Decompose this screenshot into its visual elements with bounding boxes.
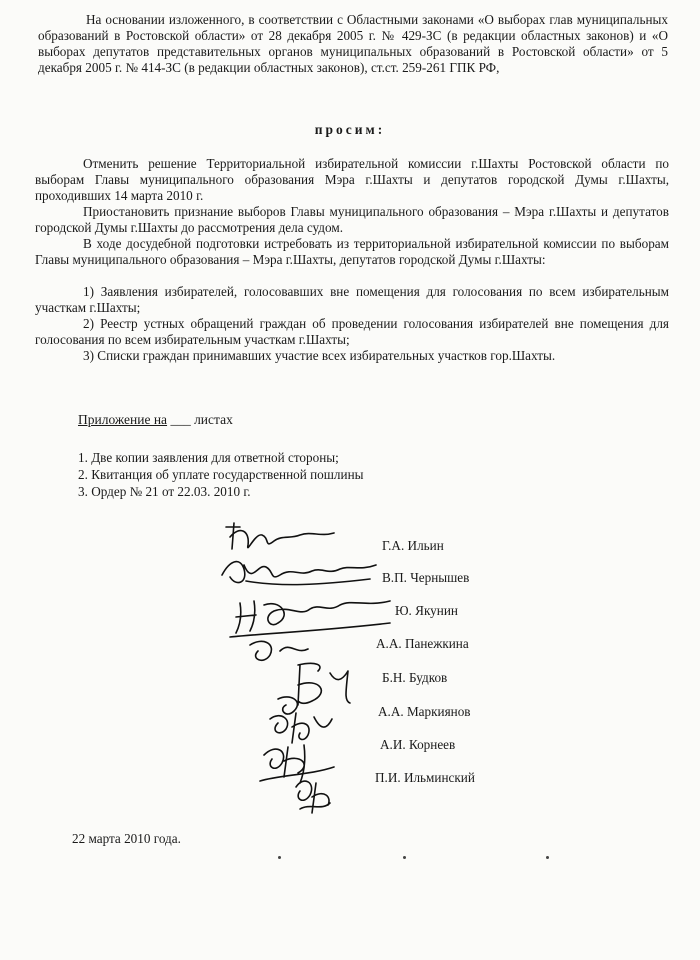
signer-name: А.И. Корнеев	[380, 737, 456, 752]
attachments-blank: ___	[170, 412, 191, 427]
reclaim-item-2: 2) Реестр устных обращений граждан об проведении голосования избирателей вне помещения для голосования по всем избирательным участкам г.Шахты;	[35, 316, 669, 347]
document-date: 22 марта 2010 года.	[72, 831, 181, 846]
attachments-heading	[78, 412, 233, 428]
signer-name: Б.Н. Будков	[382, 670, 448, 685]
attachment-item: 3. Ордер № 21 от 22.03. 2010 г.	[78, 484, 251, 499]
request-heading: просим:	[314, 122, 386, 137]
request-item-reclaim: В ходе досудебной подготовки истребовать из территориальной избирательной комиссии по выборам Главы муниципального образования – Мэра г.Шахты, депутатов городской Думы г.Шахты:	[35, 236, 669, 267]
reclaim-item-1: 1) Заявления избирателей, голосовавших вне помещения для голосования по всем избирательным участкам г.Шахты;	[35, 284, 669, 315]
signer-name: В.П. Чернышев	[382, 570, 470, 585]
scan-speck	[546, 856, 549, 859]
reclaim-item-3: 3) Списки граждан принимавших участие всех избирательных участков гор.Шахты.	[83, 348, 556, 363]
signer-name: А.А. Маркиянов	[378, 704, 471, 719]
intro-paragraph: На основании изложенного, в соответствии с Областными законами «О выборах глав муниципальных образований в Ростовской области» от 28 декабря 2005 г. № 429-ЗС (в редакции областных законов) и «О выборах депутатов представительных органов муниципальных образований в Ростовской области» от 5 декабря 2005 г. № 414-ЗС (в редакции областных законов), ст.ст. 259-261 ГПК РФ,	[38, 12, 668, 75]
signer-name: Ю. Якунин	[395, 603, 458, 618]
attachments-heading-label: Приложение на	[78, 412, 168, 427]
attachment-item: 1. Две копии заявления для ответной стороны;	[78, 450, 339, 465]
signer-name: А.А. Панежкина	[376, 636, 469, 651]
scan-speck	[403, 856, 406, 859]
request-item-cancel: Отменить решение Территориальной избирательной комиссии г.Шахты Ростовской области по выборам Главы муниципального образования Мэра г.Шахты и депутатов городской Думы г.Шахты, проходивших 14 марта 2010 г.	[35, 156, 669, 203]
signer-name: П.И. Ильминский	[375, 770, 475, 785]
attachment-item: 2. Квитанция об уплате государственной пошлины	[78, 467, 364, 482]
scan-speck	[278, 856, 281, 859]
signer-name: Г.А. Ильин	[382, 538, 444, 553]
attachments-suffix: листах	[194, 412, 233, 427]
request-item-suspend: Приостановить признание выборов Главы муниципального образования – Мэра г.Шахты и депутатов городской Думы г.Шахты до рассмотрения дела судом.	[35, 204, 669, 235]
